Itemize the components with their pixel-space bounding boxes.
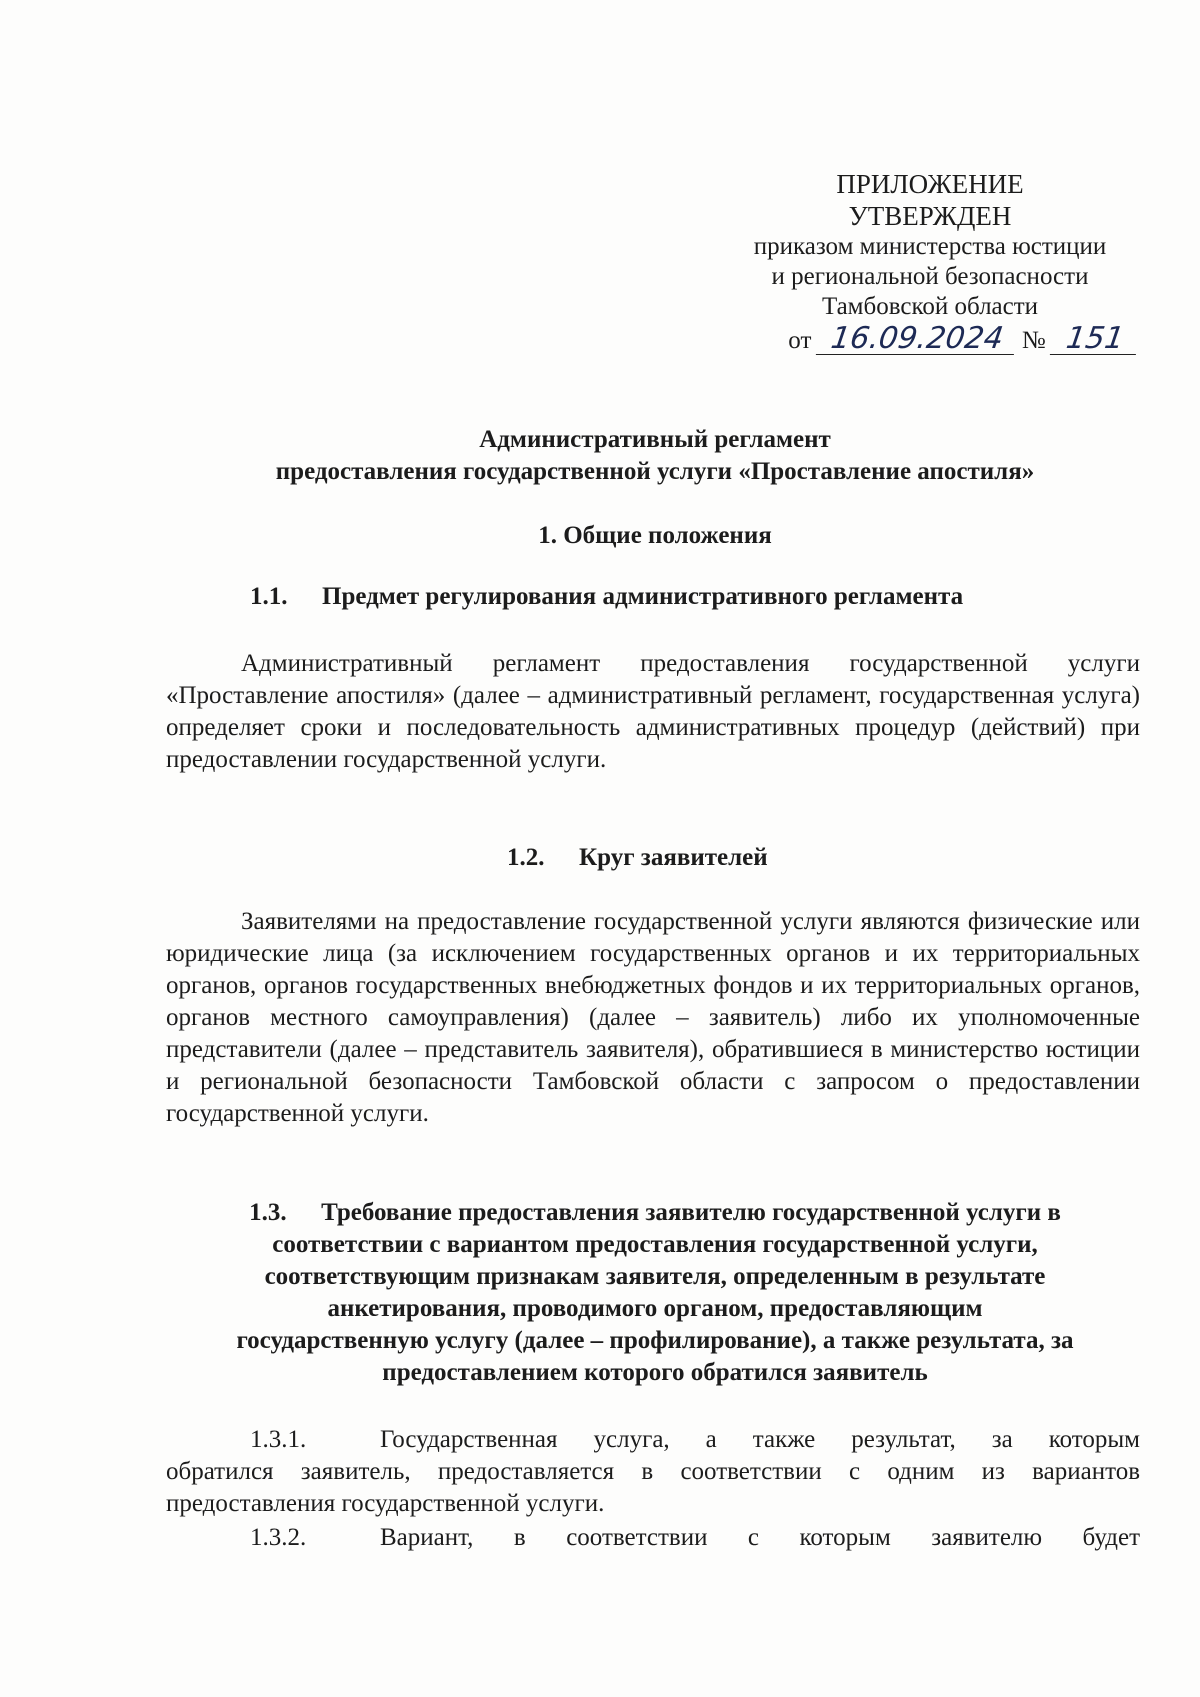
title-line1: Административный регламент — [479, 426, 831, 453]
paragraph-number: 1.3.1. — [250, 1426, 307, 1453]
handwritten-date: 16.09.2024 — [815, 324, 1017, 355]
handwritten-number: 151 — [1050, 324, 1140, 355]
subsection-1-2-heading — [507, 842, 907, 874]
paragraph-first-text: Вариант, в соответствии с которым заявителю будет — [380, 1524, 1140, 1551]
title-line2: предоставления государственной услуги «Проставление апостиля» — [275, 458, 1035, 485]
subsection-1-3-heading — [160, 1197, 1150, 1389]
approval-order-line1: приказом министерства юстиции — [753, 233, 1107, 260]
section-heading: 1. Общие положения — [538, 522, 772, 549]
subsection-number: 1.1. — [250, 583, 288, 610]
paragraph-1-2: Заявителями на предоставление государственной услуги являются физические или юридические лица (за исключением государственных органов и их территориальных органов, органов государственных внебюджетных фондов и их территориальных органов, органов местного самоуправления) (далее – заявитель) либо их уполномоченные представители (далее – представитель заявителя), обратившиеся в министерство юстиции и региональной безопасности Тамбовской области с запросом о предоставлении государственной услуги. — [166, 908, 1140, 1127]
paragraph-1-1: Административный регламент предоставления государственной услуги «Проставление апостиля» (далее – административный регламент, государственная услуга) определяет сроки и последовательность административных процедур (действий) при предоставлении государственной услуги. — [166, 650, 1140, 773]
paragraph-1-3-1-first-line — [166, 1424, 1140, 1456]
subsection-1-3-title-line6: предоставлением которого обратился заявитель — [382, 1359, 928, 1386]
paragraph-1-3-2 — [166, 1522, 1140, 1554]
paragraph-number: 1.3.2. — [250, 1524, 307, 1551]
subsection-title: Круг заявителей — [579, 844, 768, 871]
paragraph-first-text: Государственная услуга, а также результат, за которым — [380, 1426, 1140, 1453]
order-date-number — [720, 321, 1140, 356]
approval-order-line3: Тамбовской области — [821, 293, 1039, 320]
appendix-label: ПРИЛОЖЕНИЕ — [836, 169, 1024, 199]
subsection-1-3-title-line4: анкетирования, проводимого органом, предоставляющим — [327, 1295, 983, 1322]
subsection-title-line: Требование предоставления заявителю государственной услуги в — [321, 1199, 1061, 1226]
subsection-number: 1.2. — [507, 844, 545, 871]
approval-order-line2: и региональной безопасности — [771, 263, 1089, 290]
approved-label: УТВЕРЖДЕН — [848, 201, 1012, 231]
subsection-1-3-title-line3: соответствующим признакам заявителя, определенным в результате — [264, 1263, 1046, 1290]
paragraph-1-3-1 — [166, 1424, 1140, 1520]
number-prefix: № — [1021, 327, 1046, 354]
subsection-1-3-title-line2: соответствии с вариантом предоставления государственной услуги, — [272, 1231, 1038, 1258]
subsection-1-3-title-line5: государственную услугу (далее – профилирование), а также результата, за — [236, 1327, 1074, 1354]
date-prefix: от — [788, 327, 812, 354]
approval-block — [720, 168, 1140, 356]
paragraph-1-3-2-first-line — [166, 1522, 1140, 1554]
document-title — [160, 424, 1150, 488]
subsection-title: Предмет регулирования административного регламента — [322, 583, 964, 610]
subsection-number: 1.3. — [249, 1199, 287, 1226]
paragraph-1-3-1-rest: обратился заявитель, предоставляется в соответствии с одним из вариантов предоставления государственной услуги. — [166, 1458, 1140, 1517]
subsection-1-3-title-line1 — [160, 1197, 1150, 1229]
subsection-1-1-heading — [250, 581, 1150, 613]
